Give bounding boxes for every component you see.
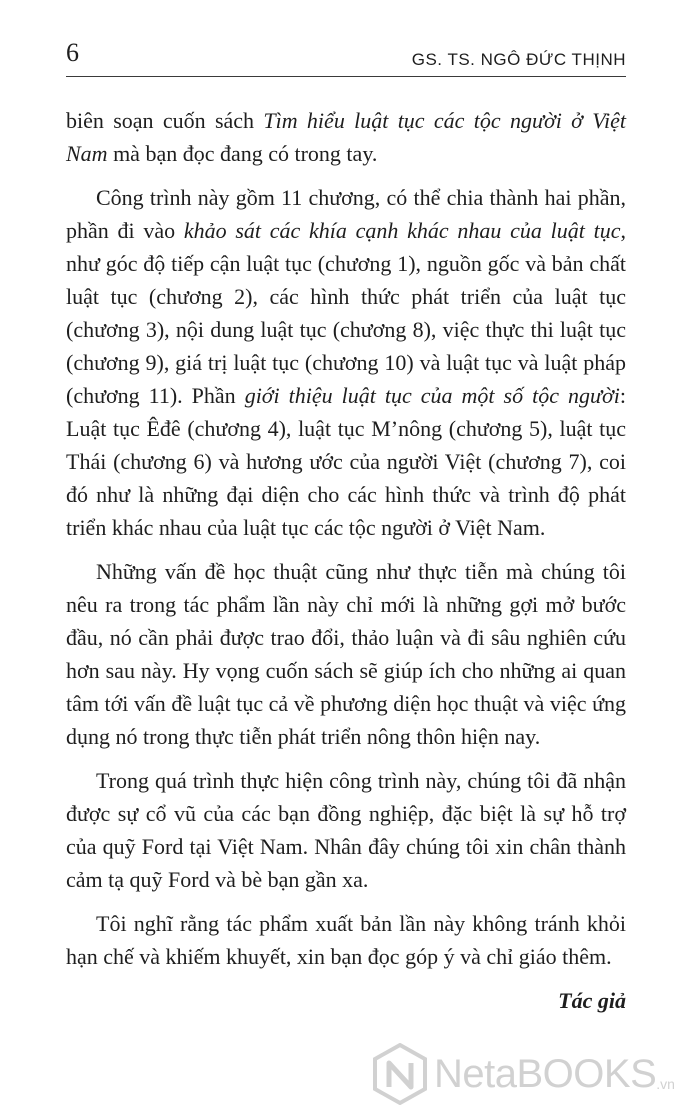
text-run: : Luật tục Êđê (chương 4), luật tục M’nông (chương 5), luật tục Thái (chương 6) và hương ước của người Việt (chương 7), coi đó như là những đại diện cho các hình thức và trình độ phát triển khác nhau của luật tục các tộc người ở Việt Nam. <box>66 383 626 540</box>
italic-phrase: khảo sát các khía cạnh khác nhau của luật tục <box>183 218 621 243</box>
text-run: Những vấn đề học thuật cũng như thực tiễn mà chúng tôi nêu ra trong tác phẩm lần này chỉ mới là những gợi mở bước đầu, nó cần phải được trao đổi, thảo luận và đi sâu nghiên cứu hơn sau này. Hy vọng cuốn sách sẽ giúp ích cho những ai quan tâm tới vấn đề luật tục cả về phương diện học thuật và việc ứng dụng nó trong thực tiễn phát triển nông thôn hiện nay. <box>66 559 626 749</box>
paragraph-2 <box>66 181 626 544</box>
text-run: mà bạn đọc đang có trong tay. <box>107 141 378 166</box>
author-signature: Tác giả <box>558 988 626 1013</box>
text-run: Trong quá trình thực hiện công trình này, chúng tôi đã nhận được sự cổ vũ của các bạn đồng nghiệp, đặc biệt là sự hỗ trợ của quỹ Ford tại Việt Nam. Nhân đây chúng tôi xin chân thành cảm tạ quỹ Ford và bè bạn gần xa. <box>66 768 626 892</box>
paragraph-1 <box>66 104 626 170</box>
text-run: Công trình này gồm 11 chương, có thể chia thành hai phần, phần đi vào <box>66 185 626 243</box>
paragraph-4 <box>66 764 626 896</box>
text-run: , như góc độ tiếp cận luật tục (chương 1), nguồn gốc và bản chất luật tục (chương 2), các hình thức phát triển của luật tục (chương 3), nội dung luật tục (chương 8), việc thực thi luật tục (chương 9), giá trị luật tục (chương 10) và luật tục và luật pháp (chương 11). Phần <box>66 218 626 408</box>
italic-phrase: giới thiệu luật tục của một số tộc người <box>244 383 620 408</box>
watermark-brand: NetaBOOKS <box>434 1051 657 1096</box>
book-title-italic: Tìm hiểu luật tục các tộc người ở Việt Nam <box>66 108 626 166</box>
header-rule <box>66 76 626 77</box>
body-text <box>66 104 626 1017</box>
text-run: biên soạn cuốn sách <box>66 108 264 133</box>
paragraph-5 <box>66 907 626 973</box>
netabooks-logo-icon <box>372 1043 428 1105</box>
running-head-author: GS. TS. NGÔ ĐỨC THỊNH <box>411 50 626 69</box>
page-number: 6 <box>66 38 79 67</box>
netabooks-watermark <box>372 1036 692 1112</box>
paragraph-3 <box>66 555 626 753</box>
text-run: Tôi nghĩ rằng tác phẩm xuất bản lần này không tránh khỏi hạn chế và khiếm khuyết, xin bạn đọc góp ý và chỉ giáo thêm. <box>66 911 626 969</box>
page-header <box>66 38 626 78</box>
watermark-suffix: .vn <box>656 1076 675 1092</box>
